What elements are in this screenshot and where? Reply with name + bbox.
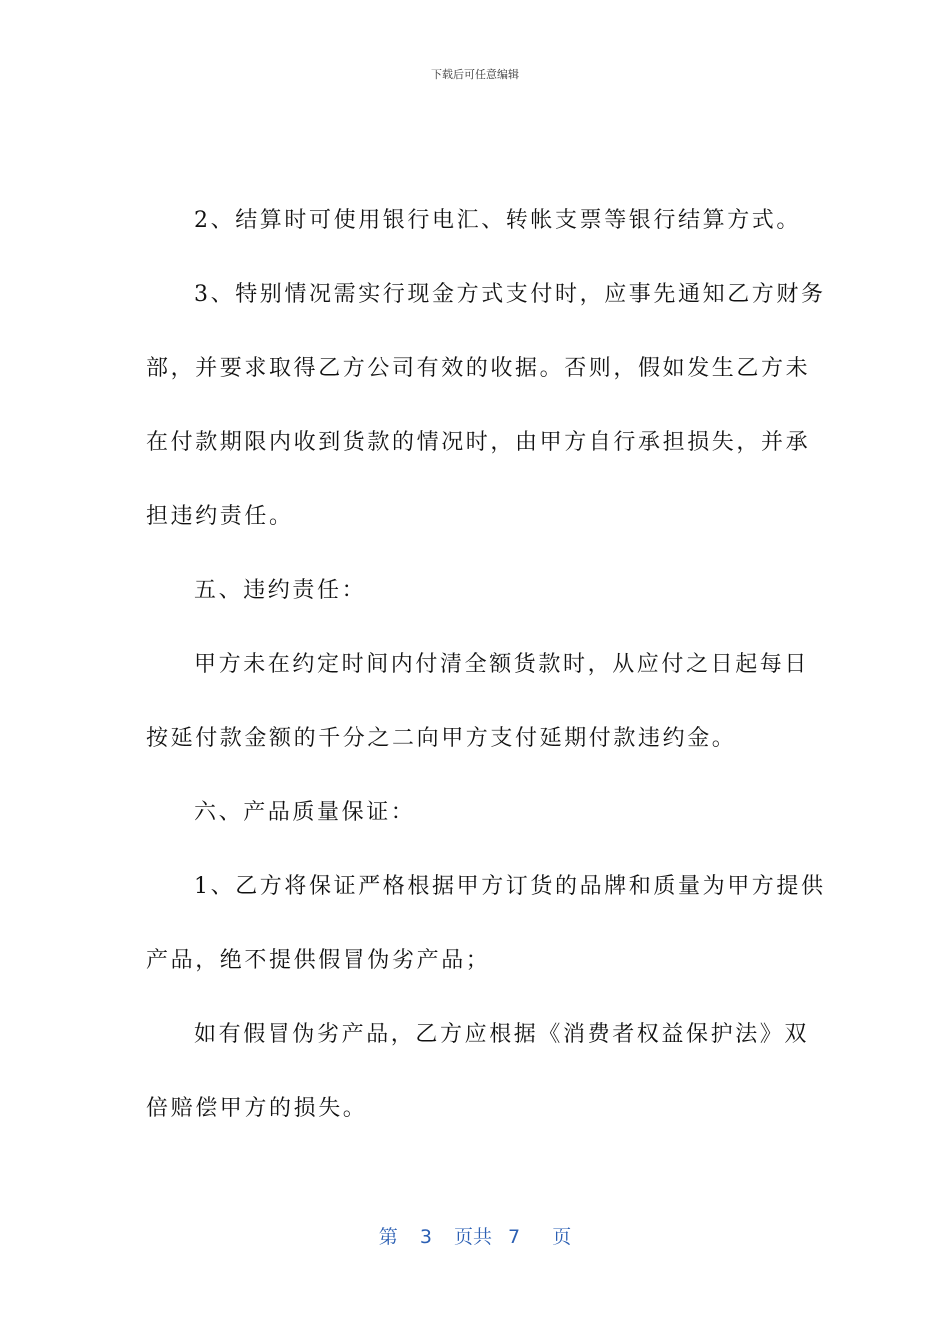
paragraph-line: 产品，绝不提供假冒伪劣产品；: [146, 948, 491, 973]
section-heading-quality: [146, 776, 806, 850]
section-heading: 五、违约责任：: [194, 578, 367, 603]
paragraph-quality-guarantee: [146, 850, 826, 998]
paragraph-cash-payment: [146, 258, 826, 554]
paragraph-line: 按延付款金额的千分之二向甲方支付延期付款违约金。: [146, 726, 737, 751]
paragraph-line: 倍赔偿甲方的损失。: [146, 1096, 368, 1121]
paragraph-settlement-method: [146, 184, 806, 258]
paragraph-line: 甲方未在约定时间内付清全额货款时，从应付之日起每日: [194, 652, 810, 677]
paragraph-counterfeit-compensation: [146, 998, 810, 1146]
paragraph-line: 担违约责任。: [146, 504, 294, 529]
total-page-count: 7: [508, 1226, 521, 1248]
page-number-footer: [0, 1222, 950, 1249]
paragraph-line: 2、结算时可使用银行电汇、转帐支票等银行结算方式。: [194, 208, 801, 233]
section-heading: 六、产品质量保证：: [194, 800, 416, 825]
footer-suffix: 页: [552, 1226, 572, 1248]
paragraph-line: 在付款期限内收到货款的情况时，由甲方自行承担损失，并承: [146, 430, 811, 455]
footer-middle: 页共: [453, 1226, 492, 1248]
paragraph-line: 1、乙方将保证严格根据甲方订货的品牌和质量为甲方提供: [194, 874, 826, 899]
section-heading-breach: [146, 554, 806, 628]
paragraph-line: 部，并要求取得乙方公司有效的收据。否则，假如发生乙方未: [146, 356, 811, 381]
paragraph-line: 3、特别情况需实行现金方式支付时，应事先通知乙方财务: [194, 282, 826, 307]
paragraph-late-payment: [146, 628, 810, 776]
header-note: 下载后可任意编辑: [431, 68, 519, 81]
footer-prefix: 第: [378, 1226, 398, 1248]
current-page-number: 3: [419, 1226, 432, 1248]
paragraph-line: 如有假冒伪劣产品，乙方应根据《消费者权益保护法》双: [194, 1022, 810, 1047]
